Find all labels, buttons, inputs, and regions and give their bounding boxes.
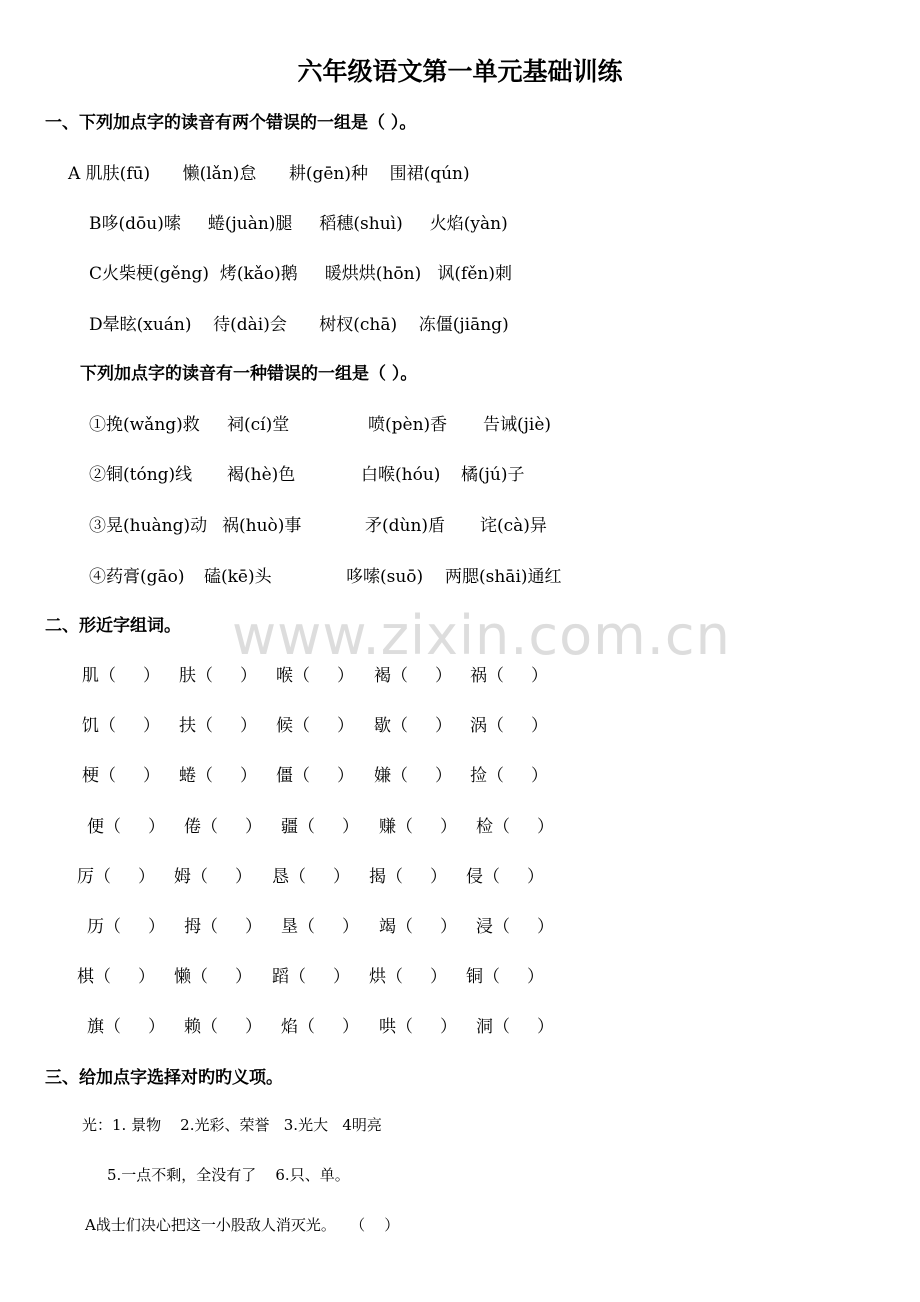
option-d: D晕眩(xuán) 待(dài)会 树杈(chā) 冻僵(jiāng) (89, 315, 509, 335)
group1-item4: 告诫(jiè) (483, 415, 552, 435)
word-cell: 祸（ ） (470, 666, 549, 686)
word-cell: 涡（ ） (470, 716, 549, 736)
word-cell: 肤（ ） (179, 666, 258, 686)
question-a: A战士们决心把这一小股敌人消灭光。 （ ） (85, 1216, 400, 1234)
word-cell: 拇（ ） (184, 917, 263, 937)
word-cell: 蹈（ ） (272, 967, 351, 987)
word-cell: 旗（ ） (87, 1017, 166, 1037)
group2-item3: 白喉(hóu) (361, 465, 441, 485)
group3-item3: 矛(dùn)盾 (365, 516, 446, 536)
word-cell: 褐（ ） (374, 666, 453, 686)
word-cell: 厉（ ） (77, 867, 156, 887)
word-cell: 便（ ） (87, 817, 166, 837)
section2-heading: 二、形近字组词。 (45, 616, 181, 636)
word-cell: 懒（ ） (174, 967, 253, 987)
word-cell: 垦（ ） (281, 917, 360, 937)
option-c: C火柴梗(gěng) 烤(kǎo)鹅 暖烘烘(hōn) 讽(fěn)刺 (89, 264, 512, 284)
word-cell: 检（ ） (476, 817, 555, 837)
group2-item1: ②铜(tóng)线 (89, 465, 193, 485)
group4-item1: ④药膏(gāo) (89, 567, 185, 587)
word-cell: 梗（ ） (82, 766, 161, 786)
word-cell: 揭（ ） (369, 867, 448, 887)
word-cell: 哄（ ） (379, 1017, 458, 1037)
group3-item1: ③晃(huàng)动 (89, 516, 208, 536)
group2-item2: 褐(hè)色 (227, 465, 296, 485)
word-cell: 喉（ ） (276, 666, 355, 686)
definition-line-1: 光：1. 景物 2.光彩、荣誉 3.光大 4明亮 (82, 1116, 382, 1134)
definition-line-2: 5.一点不剩，全没有了 6.只、单。 (107, 1166, 350, 1184)
page-title: 六年级语文第一单元基础训练 (297, 57, 623, 86)
word-cell: 候（ ） (276, 716, 355, 736)
group2-item4: 橘(jú)子 (461, 465, 525, 485)
word-cell: 浸（ ） (476, 917, 555, 937)
word-cell: 僵（ ） (276, 766, 355, 786)
word-cell: 洞（ ） (476, 1017, 555, 1037)
group4-item2: 磕(kē)头 (204, 567, 272, 587)
word-cell: 棋（ ） (77, 967, 156, 987)
section3-heading: 三、给加点字选择对旳旳义项。 (45, 1068, 283, 1088)
word-cell: 侵（ ） (466, 867, 545, 887)
group4-item4: 两腮(shāi)通红 (445, 567, 562, 587)
word-cell: 疆（ ） (281, 817, 360, 837)
word-cell: 历（ ） (87, 917, 166, 937)
word-cell: 赖（ ） (184, 1017, 263, 1037)
word-cell: 竭（ ） (379, 917, 458, 937)
section1-subheading: 下列加点字的读音有一种错误的一组是（ ）。 (80, 364, 418, 384)
word-cell: 焰（ ） (281, 1017, 360, 1037)
group1-item3: 喷(pèn)香 (368, 415, 448, 435)
group1-item2: 祠(cí)堂 (227, 415, 290, 435)
group1-item1: ①挽(wǎng)救 (89, 415, 200, 435)
word-cell: 嫌（ ） (374, 766, 453, 786)
word-cell: 捡（ ） (470, 766, 549, 786)
word-cell: 铜（ ） (466, 967, 545, 987)
word-cell: 赚（ ） (379, 817, 458, 837)
group4-item3: 哆嗦(suō) (346, 567, 424, 587)
word-cell: 扶（ ） (179, 716, 258, 736)
word-cell: 肌（ ） (82, 666, 161, 686)
option-a: A 肌肤(fū) 懒(lǎn)怠 耕(gēn)种 围裙(qún) (68, 164, 470, 184)
word-cell: 歇（ ） (374, 716, 453, 736)
word-cell: 烘（ ） (369, 967, 448, 987)
word-cell: 饥（ ） (82, 716, 161, 736)
section1-heading: 一、下列加点字的读音有两个错误的一组是（ ）。 (45, 113, 417, 133)
option-b: B哆(dōu)嗦 蜷(juàn)腿 稻穗(shuì) 火焰(yàn) (89, 214, 508, 234)
word-cell: 倦（ ） (184, 817, 263, 837)
word-cell: 姆（ ） (174, 867, 253, 887)
group3-item2: 祸(huò)事 (222, 516, 302, 536)
group3-item4: 诧(cà)异 (480, 516, 547, 536)
word-cell: 恳（ ） (272, 867, 351, 887)
word-cell: 蜷（ ） (179, 766, 258, 786)
watermark: www.zixin.com.cn (232, 604, 731, 667)
